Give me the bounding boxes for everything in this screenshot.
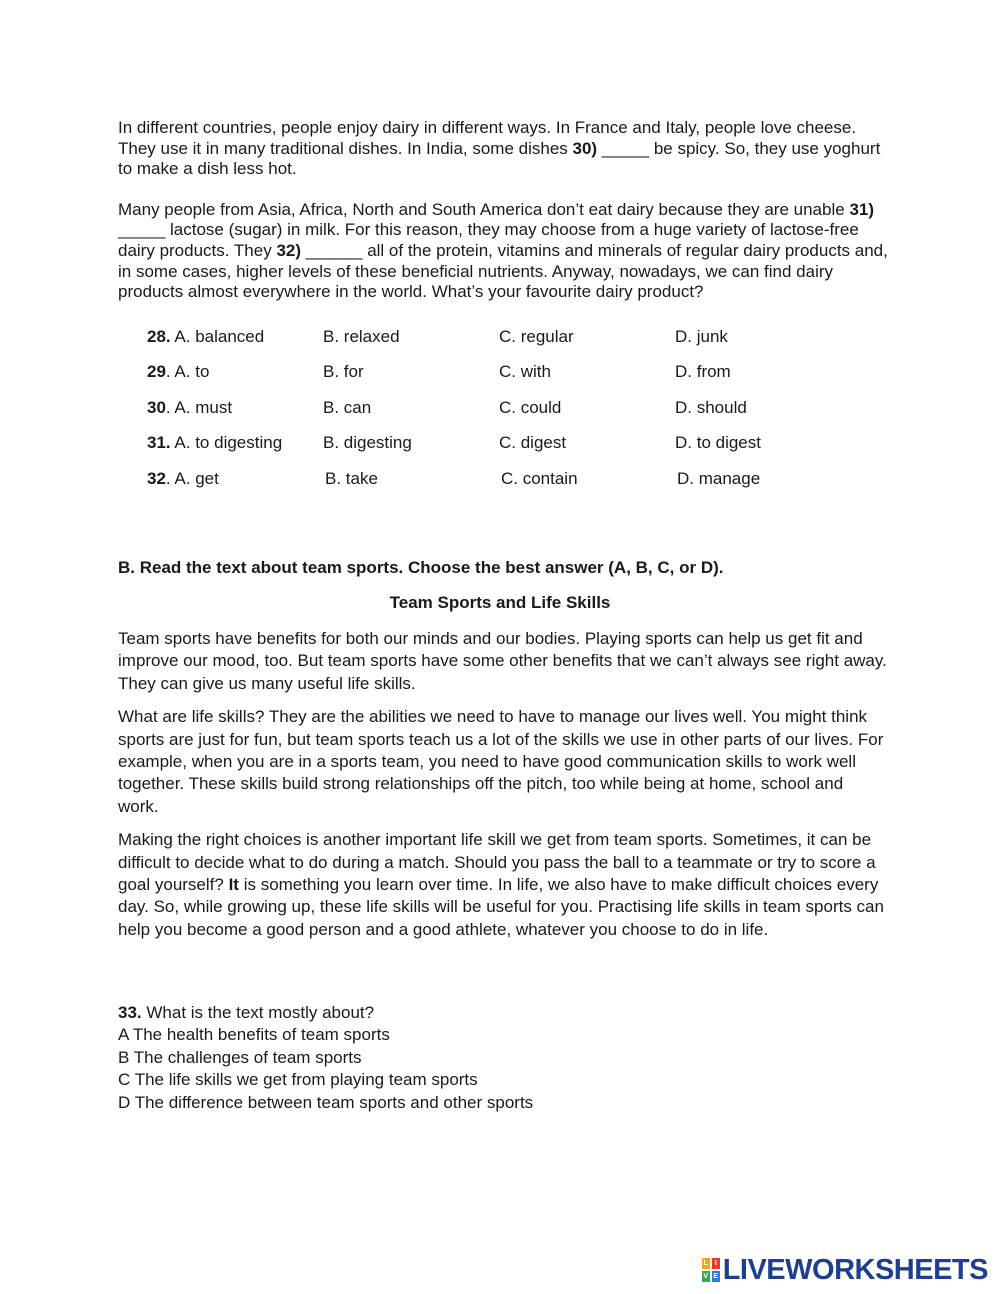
option-d[interactable]: D. junk [675, 326, 728, 346]
options-row-32 [147, 469, 888, 505]
option-a[interactable]: A The health benefits of team sports [118, 1025, 390, 1045]
option-c[interactable]: C. digest [499, 433, 567, 453]
logo-text: LIVEWORKSHEETS [722, 1253, 988, 1286]
option-a[interactable]: 31. A. to digesting [147, 433, 283, 453]
option-b[interactable]: B. take [325, 468, 378, 488]
question-33 [118, 1002, 888, 1114]
option-c[interactable]: C. could [499, 397, 562, 417]
section-b-instructions: B. Read the text about team sports. Choose the best answer (A, B, C, or D). [118, 558, 724, 577]
paragraph-dairy-countries: In different countries, people enjoy dairy in different ways. In France and Italy, people love cheese. They use it in many traditional dishes. In India, some dishes 30) _____ be spicy. So, they use yoghurt to make a dish less hot. [118, 118, 881, 179]
option-d[interactable]: D. manage [677, 468, 761, 488]
option-d[interactable]: D The difference between team sports and other sports [118, 1092, 534, 1112]
liveworksheets-logo-icon: L I V E [703, 1260, 719, 1280]
passage-title: Team Sports and Life Skills [389, 593, 611, 612]
option-a[interactable]: 29. A. to [147, 362, 210, 382]
liveworksheets-logo [702, 1255, 988, 1285]
option-b[interactable]: B The challenges of team sports [118, 1047, 362, 1067]
option-b[interactable]: B. can [323, 397, 372, 417]
options-row-29 [147, 362, 888, 398]
question-number: 30) [572, 138, 598, 158]
option-a[interactable]: 28. A. balanced [147, 326, 265, 346]
question-number: 32) [276, 240, 302, 260]
option-b[interactable]: B. relaxed [323, 326, 400, 346]
option-c[interactable]: C The life skills we get from playing team sports [118, 1070, 478, 1090]
option-d[interactable]: D. from [675, 362, 731, 382]
option-d[interactable]: D. to digest [675, 433, 761, 453]
passage-paragraph-2: What are life skills? They are the abilities we need to have to manage our lives well. You might think sports are just for fun, but team sports teach us a lot of the skills we use in other parts of our lives. For example, when you are in a sports team, you need to have good communication skills to work well together. These skills build strong relationships off the pitch, too while being at home, school and work. [118, 707, 884, 816]
options-row-30 [147, 398, 888, 434]
question-number: 31) [849, 199, 875, 219]
passage-paragraph-1: Team sports have benefits for both our minds and our bodies. Playing sports can help us get fit and improve our mood, too. But team sports have some other benefits that we can’t always see right away. They can give us many useful life skills. [118, 629, 887, 693]
option-c[interactable]: C. contain [501, 468, 578, 488]
option-b[interactable]: B. digesting [323, 433, 412, 453]
answer-options-table [147, 327, 888, 505]
paragraph-lactose: Many people from Asia, Africa, North and South America don’t eat dairy because they are unable 31) _____ lactose (sugar) in milk. For this reason, they may choose from a huge variety of lactose-free dairy products. They 32) ______ all of the protein, vitamins and minerals of regular dairy products and, in some cases, higher levels of these beneficial nutrients. Anyway, nowadays, we can find dairy products almost everywhere in the world. What’s your favourite dairy product? [118, 199, 888, 302]
question-text: 33. What is the text mostly about? [118, 1003, 375, 1022]
reading-passage-top [118, 118, 888, 504]
passage-paragraph-3: Making the right choices is another important life skill we get from team sports. Sometimes, it can be difficult to decide what to do during a match. Should you pass the ball to a teammate or try to score a goal yourself? It is something you learn over time. In life, we also have to make difficult choices every day. So, while growing up, these life skills will be useful for you. Practising life skills in team sports can help you become a good person and a good athlete, whatever you choose to do in life. [118, 830, 884, 939]
option-c[interactable]: C. with [499, 362, 551, 382]
option-b[interactable]: B. for [323, 362, 364, 382]
options-row-31 [147, 433, 888, 469]
option-a[interactable]: 32. A. get [147, 468, 219, 488]
options-row-28 [147, 327, 888, 363]
option-c[interactable]: C. regular [499, 326, 574, 346]
option-d[interactable]: D. should [675, 397, 747, 417]
option-a[interactable]: 30. A. must [147, 397, 233, 417]
team-sports-passage [118, 628, 888, 952]
